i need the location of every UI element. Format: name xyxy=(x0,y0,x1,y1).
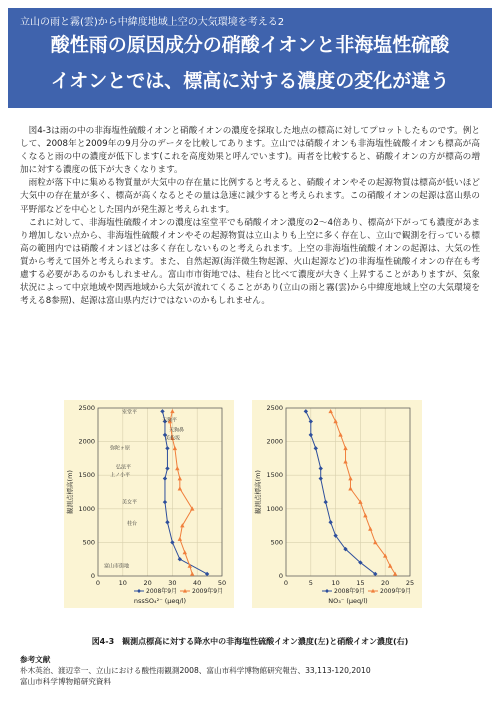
y-tick-label: 2500 xyxy=(78,404,95,412)
reference-item: 朴木英治、渡辺幸一、立山における酸性雨観測2008、富山市科学博物館研究報告、33,113-120,2010 xyxy=(20,666,371,675)
data-point xyxy=(388,564,392,568)
chart-nss-sulfate xyxy=(64,400,234,608)
data-point xyxy=(314,446,318,450)
data-point xyxy=(165,520,169,524)
data-point xyxy=(319,476,323,480)
y-axis-label: 観測点標高(m) xyxy=(254,470,262,514)
data-point xyxy=(343,446,347,450)
x-axis-label: nssSO₄²⁻ (μeq/l) xyxy=(133,597,187,605)
legend-label: 2009年9月 xyxy=(380,588,412,595)
x-tick-label: 40 xyxy=(193,579,202,587)
data-point xyxy=(165,466,169,470)
data-point xyxy=(319,466,323,470)
data-point xyxy=(160,409,164,413)
data-point xyxy=(368,527,372,531)
site-label: 天狗鼻 xyxy=(169,427,185,434)
y-tick-label: 2000 xyxy=(78,437,95,446)
x-tick-label: 25 xyxy=(405,579,415,587)
data-point xyxy=(323,500,327,504)
data-point xyxy=(328,409,332,413)
data-point xyxy=(338,432,342,436)
data-point xyxy=(178,557,182,561)
x-tick-label: 20 xyxy=(381,579,390,587)
legend-marker xyxy=(137,589,141,593)
reference-item: 富山市科学博物館研究資料 xyxy=(20,677,112,686)
site-label: 天狗平 xyxy=(162,417,178,424)
site-label: 室堂平 xyxy=(122,409,138,416)
x-tick-label: 0 xyxy=(283,579,289,587)
data-point xyxy=(348,476,352,480)
legend-marker xyxy=(325,589,329,593)
y-tick-label: 1500 xyxy=(266,471,283,480)
plot-frame xyxy=(98,408,222,576)
y-tick-label: 0 xyxy=(90,572,95,580)
data-point xyxy=(163,476,167,480)
x-tick-label: 5 xyxy=(308,579,313,587)
site-label: 弘法平 xyxy=(116,464,132,471)
page-title-line1: 酸性雨の原因成分の硝酸イオンと非海塩性硫酸 xyxy=(50,34,450,56)
data-point xyxy=(165,446,169,450)
page-title-line2: イオンとでは、標高に対する濃度の変化が違う xyxy=(50,70,450,92)
references xyxy=(20,654,371,687)
references-title: 参考文献 xyxy=(20,655,51,664)
figure-caption: 図4-3 観測点標高に対する降水中の非海塩性硫酸イオン濃度(左)と硝酸イオン濃度(右) xyxy=(91,637,409,646)
site-label: 美松坂 xyxy=(165,435,181,442)
chart-nitrate xyxy=(252,400,422,608)
x-tick-label: 15 xyxy=(356,579,365,587)
data-point xyxy=(178,476,182,480)
x-tick-label: 50 xyxy=(217,579,227,587)
data-point xyxy=(175,466,179,470)
x-axis-label: NO₃⁻ (μeq/l) xyxy=(328,597,368,605)
data-point xyxy=(183,550,187,554)
data-point xyxy=(173,446,177,450)
site-label: 富山市街地 xyxy=(104,563,130,570)
y-tick-label: 2000 xyxy=(266,437,283,446)
data-point xyxy=(205,572,209,576)
y-axis-label: 観測点標高(m) xyxy=(66,470,74,514)
site-label: 上ノ小平 xyxy=(110,472,131,479)
data-point xyxy=(190,572,194,576)
body-text xyxy=(20,125,480,308)
data-point xyxy=(178,537,182,541)
data-point xyxy=(178,486,182,490)
data-point xyxy=(304,409,308,413)
paragraph: これに対して、非海塩性硫酸イオンの濃度は室堂平でも硝酸イオン濃度の2～4倍あり、標高が下がっても濃度があまり増加しない点から、非海塩性硫酸イオンやその起源物質は立山よりも上空に多く存在し、立山で観測を行っている標高の範囲内では硝酸イオンほどは多く存在しないものと考えられます。上空の非海塩性硫酸イオンの起源は、大気の性質から考えて国外と考えられます。また、自然起源(海洋微生物起源、火山起源など)の非海塩性硫酸イオンの存在も考慮する必要があるのかもしれません。富山市市街地では、桂台と比べて濃度が大きく上昇することがありますが、気象状況によって中京地域や関西地域から大気が流れてくることがあり(立山の雨と霧(雲)から中緯度地域上空の大気環境を考える8参照)、起源は富山県内だけではないのかもしれません。 xyxy=(20,217,480,307)
y-tick-label: 500 xyxy=(270,538,283,547)
y-tick-label: 2500 xyxy=(266,404,283,412)
data-point xyxy=(348,486,352,490)
x-tick-label: 0 xyxy=(95,579,101,587)
data-point xyxy=(163,500,167,504)
data-point xyxy=(170,409,174,413)
data-point xyxy=(333,419,337,423)
legend-label: 2008年9月 xyxy=(334,588,366,595)
y-tick-label: 500 xyxy=(82,538,95,547)
data-point xyxy=(328,520,332,524)
x-tick-label: 30 xyxy=(168,579,177,587)
data-point xyxy=(373,540,377,544)
series-title: 立山の雨と霧(雲)から中緯度地域上空の大気環境を考える2 xyxy=(20,17,285,28)
y-tick-label: 1000 xyxy=(266,504,283,513)
y-tick-label: 1500 xyxy=(78,471,95,480)
data-point xyxy=(309,433,313,437)
data-point xyxy=(170,540,174,544)
site-label: 弥陀ヶ原 xyxy=(110,445,131,452)
chart-svg-left xyxy=(64,400,234,608)
paragraph: 雨粒が落下中に集める物質量が大気中の存在量に比例すると考えると、硝酸イオンやその起源物質は標高が低いほど大気中の存在量が多く、標高が高くなるとその量は急速に減少すると考えられます。この硝酸イオンの起源は富山県の平野部などを中心とした国内が発生源と考えられます。 xyxy=(20,178,480,215)
data-point xyxy=(363,513,367,517)
data-point xyxy=(309,419,313,423)
legend-label: 2009年9月 xyxy=(192,588,224,595)
legend-label: 2008年9月 xyxy=(146,588,178,595)
data-point xyxy=(343,459,347,463)
y-tick-label: 0 xyxy=(278,572,283,580)
x-tick-label: 10 xyxy=(331,579,340,587)
site-label: 美女平 xyxy=(122,499,138,506)
x-tick-label: 10 xyxy=(118,579,127,587)
chart-svg-right xyxy=(252,400,422,608)
x-tick-label: 20 xyxy=(143,579,152,587)
y-tick-label: 1000 xyxy=(78,504,95,513)
header-banner xyxy=(8,8,492,108)
site-label: 桂台 xyxy=(127,520,138,527)
paragraph: 図4-3は雨の中の非海塩性硫酸イオンと硝酸イオンの濃度を採取した地点の標高に対してプロットしたものです。例として、2008年と2009年の9月分のデータを比較してあります。立山では硝酸イオンも非海塩性硫酸イオンも標高が高くなると雨の中の濃度が低下します(これを高度効果と呼んでいます)。両者を比較すると、硝酸イオンの方が標高の増加に対する濃度の低下が大きくなります。 xyxy=(20,126,480,176)
